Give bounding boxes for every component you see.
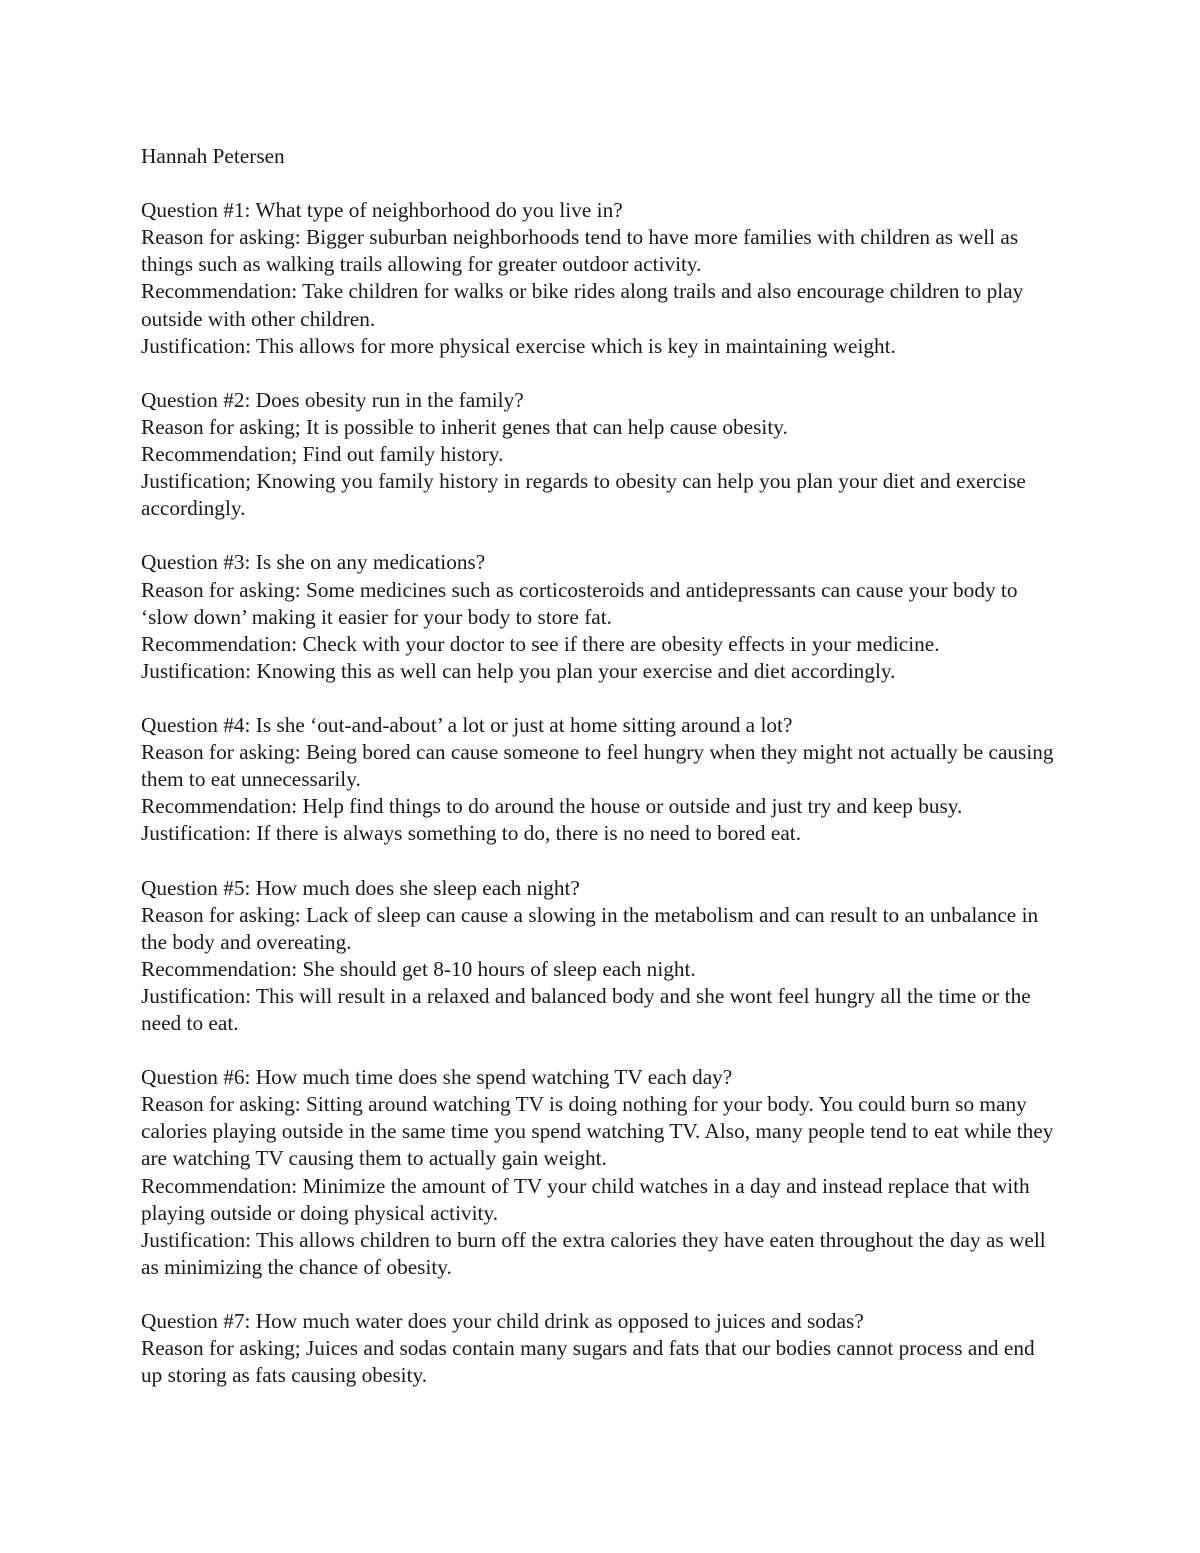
document-body (141, 143, 1061, 1416)
reason-text: Reason for asking; Juices and sodas contain many sugars and fats that our bodies cannot process and end up storing as fats causing obesity. (141, 1336, 1035, 1388)
reason-text: Reason for asking; It is possible to inherit genes that can help cause obesity. (141, 414, 788, 439)
recommendation-text: Recommendation: Minimize the amount of TV your child watches in a day and instead replace that with playing outside or doing physical activity. (141, 1173, 1030, 1225)
question-block-1 (141, 197, 1061, 360)
recommendation-text: Recommendation: Take children for walks or bike rides along trails and also encourage children to play outside with other children. (141, 279, 1024, 331)
reason-text: Reason for asking: Bigger suburban neighborhoods tend to have more families with children as well as things such as walking trails allowing for greater outdoor activity. (141, 225, 1019, 277)
justification-text: Justification: If there is always something to do, there is no need to bored eat. (141, 821, 802, 846)
question-block-5 (141, 875, 1061, 1038)
question-block-6 (141, 1064, 1061, 1281)
justification-text: Justification: Knowing this as well can help you plan your exercise and diet accordingly. (141, 658, 896, 683)
reason-text: Reason for asking: Sitting around watching TV is doing nothing for your body. You could burn so many calories playing outside in the same time you spend watching TV. Also, many people tend to eat while they are watching TV causing them to actually gain weight. (141, 1092, 1054, 1171)
justification-text: Justification: This will result in a relaxed and balanced body and she wont feel hungry all the time or the need to eat. (141, 983, 1031, 1035)
reason-text: Reason for asking: Some medicines such as corticosteroids and antidepressants can cause your body to ‘slow down’ making it easier for your body to store fat. (141, 577, 1018, 629)
recommendation-text: Recommendation: Help find things to do around the house or outside and just try and keep busy. (141, 794, 963, 819)
reason-text: Reason for asking: Lack of sleep can cause a slowing in the metabolism and can result to an unbalance in the body and overeating. (141, 902, 1039, 954)
justification-text: Justification: This allows for more physical exercise which is key in maintaining weight. (141, 333, 896, 358)
question-text: Question #4: Is she ‘out-and-about’ a lot or just at home sitting around a lot? (141, 712, 793, 737)
question-text: Question #5: How much does she sleep each night? (141, 875, 580, 900)
justification-text: Justification: This allows children to burn off the extra calories they have eaten throughout the day as well as minimizing the chance of obesity. (141, 1227, 1046, 1279)
justification-text: Justification; Knowing you family history in regards to obesity can help you plan your diet and exercise accordingly. (141, 469, 1026, 521)
question-text: Question #1: What type of neighborhood do you live in? (141, 198, 623, 223)
question-block-3 (141, 549, 1061, 684)
question-block-7 (141, 1308, 1061, 1389)
recommendation-text: Recommendation: She should get 8-10 hours of sleep each night. (141, 956, 696, 981)
question-text: Question #6: How much time does she spend watching TV each day? (141, 1065, 733, 1090)
recommendation-text: Recommendation: Check with your doctor to see if there are obesity effects in your medicine. (141, 631, 940, 656)
question-text: Question #7: How much water does your child drink as opposed to juices and sodas? (141, 1309, 864, 1334)
question-block-4 (141, 712, 1061, 847)
question-block-2 (141, 387, 1061, 522)
author-name: Hannah Petersen (141, 144, 285, 168)
reason-text: Reason for asking: Being bored can cause someone to feel hungry when they might not actually be causing them to eat unnecessarily. (141, 740, 1054, 792)
recommendation-text: Recommendation; Find out family history. (141, 442, 504, 467)
question-text: Question #3: Is she on any medications? (141, 550, 486, 575)
question-text: Question #2: Does obesity run in the family? (141, 387, 524, 412)
